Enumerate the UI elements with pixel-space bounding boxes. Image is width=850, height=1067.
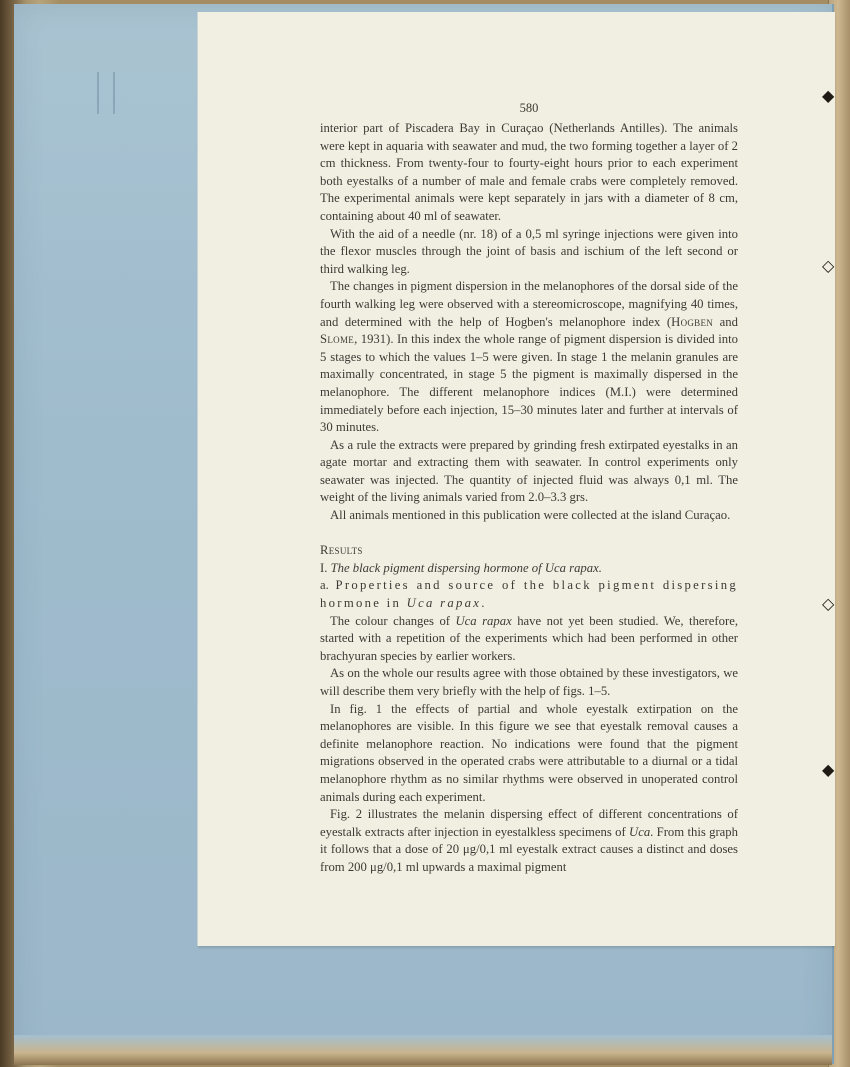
binder-ring-icon: ◆ <box>822 760 835 779</box>
section-heading: Results <box>320 543 363 558</box>
paragraph: The changes in pigment dispersion in the melanophores of the dorsal side of the fourth walking leg were observed with a stereomicroscope, magnifying 40 times, and determined with the help of Hogben's melanophore index (Hogben and Slome, 1931). In this index the whole range of pigment dispersion is divided into 5 stages to which the values 1–5 were given. In stage 1 the melanin granules are maximally concentrated, in stage 5 the pigment is maximally dispersed in the melanophore. The different melanophore indices (M.I.) were determined immediately before each injection, 15–30 minutes later and further at intervals of 30 minutes. <box>320 279 738 435</box>
binder-ring-icon: ◇ <box>822 594 835 613</box>
sheet-bottom-edge <box>14 1035 832 1065</box>
subsection-title: a. Properties and source of the black pigment dispersing hormone in Uca rapax. <box>320 578 738 611</box>
author-name: Slome <box>320 332 355 347</box>
paragraph: In fig. 1 the effects of partial and whole eyestalk extirpation on the melanophores are visible. In this figure we see that eyestalk removal causes a definite melanophore reaction. No indications were found that the pigment migrations observed in the operated crabs were attributable to a diurnal or a tidal melanophore rhythm as no similar rhythms were observed in unoperated control animals during each experiment. <box>320 701 738 804</box>
author-name: Hogben <box>671 314 714 329</box>
paragraph: With the aid of a needle (nr. 18) of a 0,5 ml syringe injections were given into the flexor muscles through the joint of basis and ischium of the left second or third walking leg. <box>320 226 738 276</box>
binder-ring-icon: ◆ <box>822 86 835 105</box>
paragraph: As on the whole our results agree with those obtained by these investigators, we will describe them very briefly with the help of figs. 1–5. <box>320 666 738 698</box>
paragraph: The colour changes of Uca rapax have not yet been studied. We, therefore, started with a repetition of the experiments which had been performed in other brachyuran species by earlier workers. <box>320 613 738 663</box>
paragraph: interior part of Piscadera Bay in Curaçao (Netherlands Antilles). The animals were kept in aquaria with seawater and mud, the two forming together a layer of 2 cm thickness. From twenty-four to fourty-eight hours prior to each experiment both eyestalks of a number of male and female crabs were completely removed. The experimental animals were kept separately in jars with a diameter of 8 cm, containing about 40 ml of seawater. <box>320 121 738 223</box>
binder-ring-icon: ◇ <box>822 256 835 275</box>
paragraph: As a rule the extracts were prepared by grinding fresh extirpated eyestalks in an agate mortar and extracting them with seawater. In control experiments only seawater was injected. The quantity of injected fluid was always 0,1 ml. The weight of the living animals varied from 2.0–3.3 grs. <box>320 437 738 505</box>
body-text <box>320 120 738 877</box>
subheading: I. The black pigment dispersing hormone of Uca rapax. <box>320 560 602 575</box>
paragraph: Fig. 2 illustrates the melanin dispersing effect of different concentrations of eyestalk extracts after injection in eyestalkless specimens of Uca. From this graph it follows that a dose of 20 μg/0,1 ml eyestalk extract causes a distinct and doses from 200 μg/0,1 ml upwards a maximal pigment <box>320 807 738 874</box>
paragraph: All animals mentioned in this publication were collected at the island Curaçao. <box>330 508 731 523</box>
tape-mark <box>97 72 115 114</box>
page-number: 580 <box>519 101 539 115</box>
